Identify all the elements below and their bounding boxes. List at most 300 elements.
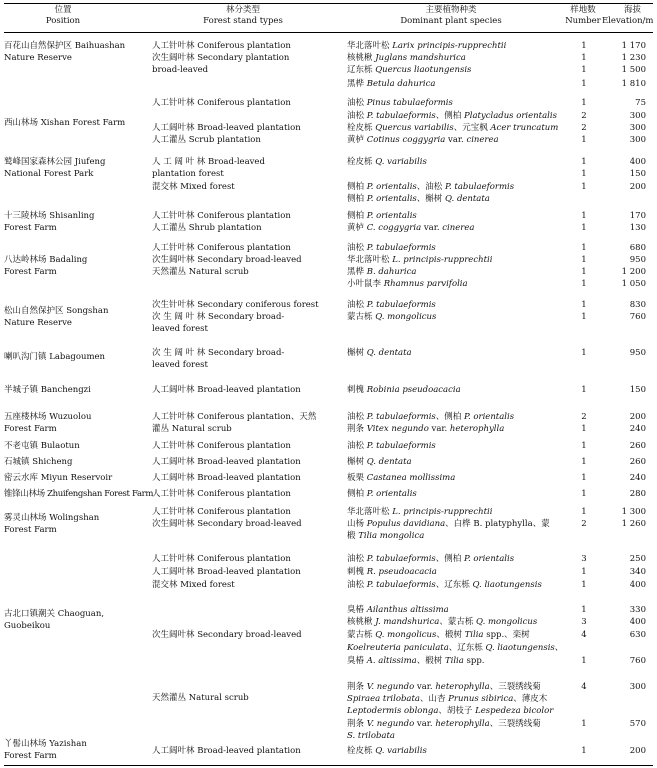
stand-type: 次 生 阔 叶 林 Secondary broad- — [152, 348, 285, 358]
position-line: 西山林场 Xishan Forest Farm — [4, 118, 126, 128]
plot-count: 1 — [581, 182, 587, 192]
position-line: 鹫峰国家森林公园 Jiufeng — [4, 157, 106, 167]
species-line — [347, 719, 541, 730]
plot-count: 2 — [581, 123, 587, 133]
elevation-value: 950 — [629, 255, 646, 265]
species-latin-name: Q. liaotungensis — [485, 643, 555, 653]
species-latin-name: Tilia — [464, 630, 484, 640]
elevation-value: 630 — [629, 630, 646, 640]
stand-type: leaved forest — [152, 324, 208, 334]
species-text: 、椴树 — [436, 630, 465, 640]
elevation-value: 1 260 — [621, 519, 646, 529]
elevation-value: 1 230 — [621, 53, 646, 63]
stand-type: 人工针叶林 Coniferous plantation — [152, 441, 291, 451]
stand-type: 天然灌丛 Natural scrub — [152, 693, 249, 703]
plot-count: 1 — [581, 312, 587, 322]
species-text: 华北落叶松 — [347, 255, 393, 265]
species-latin-name: Pinus tabulaeformis — [366, 98, 453, 108]
elevation-value: 150 — [629, 169, 646, 179]
species-line — [347, 41, 506, 52]
species-latin-name: A. altissima — [366, 656, 417, 666]
species-text: 油松 — [347, 98, 367, 108]
position-line: 雾灵山林场 Wolingshan — [4, 513, 100, 523]
stand-type: 人工针叶林 Coniferous plantation — [152, 243, 291, 253]
species-line — [347, 182, 514, 193]
stand-type: 人工阔叶林 Broad-leaved plantation — [152, 567, 301, 577]
species-line — [347, 731, 395, 742]
species-text: 荆条 — [347, 424, 367, 434]
stand-type: 人工针叶林 Coniferous plantation — [152, 41, 291, 51]
elevation-value: 200 — [629, 412, 646, 422]
position-line: Forest Farm — [4, 223, 57, 233]
plot-count: 1 — [581, 169, 587, 179]
plot-count: 1 — [581, 507, 587, 517]
species-latin-name: S. trilobata — [347, 731, 395, 741]
species-text: 油松 — [347, 554, 367, 564]
species-line — [347, 656, 485, 667]
species-latin-name: P. tabulaeformis — [366, 300, 436, 310]
elevation-value: 400 — [629, 617, 646, 627]
position-line: 八达岭林场 Badaling — [4, 255, 88, 265]
stand-type: 灌丛 Natural scrub — [152, 424, 232, 434]
plot-count: 4 — [581, 630, 587, 640]
species-line — [347, 135, 499, 146]
stand-type: 次 生 阔 叶 林 Secondary broad- — [152, 312, 285, 322]
stand-type: 人工针叶林 Coniferous plantation — [152, 554, 291, 564]
species-text: 油松 — [347, 243, 367, 253]
species-latin-name: Q. dentata — [366, 457, 412, 467]
header-elevation: 海拔 Elevation/m — [602, 5, 654, 26]
bottom-rule — [4, 765, 653, 766]
species-latin-name: R. pseudoacacia — [366, 567, 437, 577]
species-line — [347, 706, 553, 717]
species-line — [347, 473, 455, 484]
species-text: 黄栌 — [347, 135, 367, 145]
elevation-value: 260 — [629, 441, 646, 451]
header-stand-types: 林分类型 Forest stand types — [203, 5, 283, 26]
plot-count: 1 — [581, 580, 587, 590]
plot-count: 1 — [581, 79, 587, 89]
elevation-value: 240 — [629, 473, 646, 483]
elevation-value: 300 — [629, 111, 646, 121]
stand-type: 人工阔叶林 Broad-leaved plantation — [152, 746, 301, 756]
plot-count: 2 — [581, 519, 587, 529]
plot-count: 1 — [581, 98, 587, 108]
elevation-value: 1 300 — [621, 507, 646, 517]
species-latin-name: P. orientalis — [464, 554, 515, 564]
plot-count: 1 — [581, 441, 587, 451]
stand-type: 人工灌丛 Shrub plantation — [152, 223, 262, 233]
species-line — [347, 223, 474, 234]
species-text: 油松 — [347, 412, 367, 422]
species-text: 华北落叶松 — [347, 507, 393, 517]
species-latin-name: Platycladus orientalis — [464, 111, 557, 121]
elevation-value: 330 — [629, 605, 646, 615]
elevation-value: 680 — [629, 243, 646, 253]
species-latin-name: P. orientalis — [366, 211, 417, 221]
elevation-value: 570 — [629, 719, 646, 729]
species-text: 黑桦 — [347, 79, 367, 89]
position-line: Forest Farm — [4, 525, 57, 535]
species-latin-name: V. negundo — [366, 719, 415, 729]
species-text: 核桃楸 — [347, 617, 376, 627]
stand-type: leaved forest — [152, 360, 208, 370]
elevation-value: 130 — [629, 223, 646, 233]
species-text: 臭椿 — [347, 656, 367, 666]
plot-count: 1 — [581, 243, 587, 253]
species-text: 、薄皮木 — [513, 694, 548, 704]
species-text: var. — [414, 719, 436, 729]
stand-type: plantation forest — [152, 169, 224, 179]
header-number: 样地数 Number — [565, 5, 601, 26]
species-latin-name: B. dahurica — [366, 267, 417, 277]
species-latin-name: P. tabulaeformis — [366, 554, 436, 564]
elevation-value: 340 — [629, 567, 646, 577]
header-position: 位置 Position — [45, 5, 81, 26]
plot-count: 1 — [581, 746, 587, 756]
species-text: 板栗 — [347, 473, 367, 483]
elevation-value: 240 — [629, 424, 646, 434]
species-line — [347, 243, 436, 254]
elevation-value: 260 — [629, 457, 646, 467]
species-text: 刺槐 — [347, 385, 367, 395]
elevation-value: 150 — [629, 385, 646, 395]
position-line: Forest Farm — [4, 424, 57, 434]
species-line — [347, 519, 550, 530]
species-latin-name: Leptodermis oblonga — [347, 706, 439, 716]
species-text: spp. — [463, 656, 485, 666]
stand-type: 次生阔叶林 Secondary plantation — [152, 53, 290, 63]
species-text: 侧柏 — [347, 194, 367, 204]
species-line — [347, 98, 453, 109]
plot-count: 1 — [581, 424, 587, 434]
stand-type: 次生针叶林 Secondary coniferous forest — [152, 300, 319, 310]
elevation-value: 300 — [629, 135, 646, 145]
species-line — [347, 630, 530, 641]
elevation-value: 75 — [635, 98, 646, 108]
elevation-value: 170 — [629, 211, 646, 221]
species-latin-name: L. principis-rupprechtii — [392, 507, 493, 517]
species-line — [347, 211, 417, 222]
elevation-value: 1 200 — [621, 267, 646, 277]
species-latin-name: Prunus sibirica — [448, 694, 514, 704]
elevation-value: 830 — [629, 300, 646, 310]
position-line: 古北口镇潮关 Chaoguan, — [4, 609, 105, 619]
species-latin-name: Q. mongolicus — [375, 312, 437, 322]
species-latin-name: Q. dentata — [445, 194, 490, 204]
species-latin-name: Castanea mollissima — [366, 473, 456, 483]
species-latin-name: C. coggygria — [366, 223, 422, 233]
species-text: 油松 — [347, 111, 367, 121]
position-line: 锥锋山林场 Zhuifengshan Forest Farm — [4, 489, 154, 499]
elevation-value: 300 — [629, 682, 646, 692]
species-latin-name: Spiraea trilobata — [347, 694, 420, 704]
stand-type: 人工阔叶林 Broad-leaved plantation — [152, 385, 301, 395]
species-latin-name: P. orientalis — [366, 182, 417, 192]
position-line: Forest Farm — [4, 267, 57, 277]
stand-type: broad-leaved — [152, 65, 209, 75]
species-latin-name: Robinia pseudoacacia — [366, 385, 461, 395]
species-text: 、侧柏 — [435, 412, 464, 422]
species-text: 、侧柏 — [435, 554, 464, 564]
species-latin-name: Q. mongolicus — [476, 617, 538, 627]
species-text: 辽东栎 — [347, 65, 376, 75]
position-line: Forest Farm — [4, 751, 57, 761]
stand-type: 混交林 Mixed forest — [152, 182, 235, 192]
position-line: 喇叭沟门镇 Labagoumen — [4, 352, 106, 362]
species-line — [347, 385, 461, 396]
species-text: 槲树 — [347, 457, 367, 467]
species-latin-name: P. orientalis — [366, 489, 417, 499]
species-text: 、 — [554, 643, 564, 653]
species-latin-name: Acer truncatum — [490, 123, 559, 133]
species-text: 油松 — [347, 580, 367, 590]
stand-type: 人 工 阔 叶 林 Broad-leaved — [152, 157, 265, 167]
species-latin-name: cinerea — [466, 135, 499, 145]
species-latin-name: Q. liaotungensis — [472, 580, 542, 590]
species-text: 、白桦 B. platyphylla、蒙 — [445, 519, 550, 529]
species-latin-name: Juglans mandshurica — [375, 53, 466, 63]
species-latin-name: P. tabulaeformis — [366, 111, 436, 121]
plot-count: 3 — [581, 554, 587, 564]
stand-type: 人工阔叶林 Broad-leaved plantation — [152, 123, 301, 133]
species-text: 核桃楸 — [347, 53, 376, 63]
position-line: Guobeikou — [4, 621, 51, 631]
plot-count: 1 — [581, 605, 587, 615]
species-text: 蒙古栎 — [347, 630, 376, 640]
plot-count: 1 — [581, 279, 587, 289]
plot-count: 1 — [581, 223, 587, 233]
species-latin-name: Tilia — [444, 656, 464, 666]
elevation-value: 250 — [629, 554, 646, 564]
species-text: 、侧柏 — [435, 111, 464, 121]
species-latin-name: V. negundo — [366, 682, 415, 692]
species-latin-name: Koelreuteria paniculata — [347, 643, 449, 653]
stand-type: 人工灌丛 Scrub plantation — [152, 135, 261, 145]
plot-count: 1 — [581, 267, 587, 277]
species-line — [347, 489, 417, 500]
species-text: 、辽东栎 — [435, 580, 473, 590]
elevation-value: 400 — [629, 157, 646, 167]
species-latin-name: Rhamnus parvifolia — [383, 279, 468, 289]
species-text: 、油松 — [416, 182, 445, 192]
plot-count: 1 — [581, 348, 587, 358]
stand-type: 人工针叶林 Coniferous plantation — [152, 211, 291, 221]
species-line — [347, 507, 492, 518]
species-latin-name: P. tabulaeformis — [366, 243, 436, 253]
stand-type: 人工针叶林 Coniferous plantation — [152, 489, 291, 499]
elevation-value: 280 — [629, 489, 646, 499]
stand-type: 次生阔叶林 Secondary broad-leaved — [152, 630, 302, 640]
species-text: 、槲树 — [416, 194, 445, 204]
elevation-value: 300 — [629, 123, 646, 133]
species-latin-name: P. tabulaeformis — [366, 441, 436, 451]
stand-type: 天然灌丛 Natural scrub — [152, 267, 249, 277]
species-line — [347, 267, 416, 278]
species-line — [347, 194, 490, 205]
plot-count: 1 — [581, 41, 587, 51]
position-line: 松山自然保护区 Songshan — [4, 306, 109, 316]
species-line — [347, 457, 412, 468]
species-text: 黄栌 — [347, 223, 367, 233]
species-latin-name: Betula dahurica — [366, 79, 436, 89]
species-latin-name: Q. variabilis — [375, 746, 427, 756]
species-line — [347, 111, 557, 122]
species-text: 、椴树 — [416, 656, 445, 666]
species-text: 椴 — [347, 531, 359, 541]
plot-count: 1 — [581, 255, 587, 265]
species-line — [347, 567, 437, 578]
plot-count: 1 — [581, 65, 587, 75]
species-latin-name: Larix principis-rupprechtii — [392, 41, 507, 51]
stand-type: 人工阔叶林 Broad-leaved plantation — [152, 473, 301, 483]
header-species: 主要植物种类 Dominant plant species — [400, 5, 502, 26]
species-latin-name: Cotinus coggygria — [366, 135, 446, 145]
position-line: 半城子镇 Banchengzi — [4, 385, 91, 395]
species-latin-name: J. mandshurica — [375, 617, 440, 627]
elevation-value: 1 050 — [621, 279, 646, 289]
plot-count: 1 — [581, 656, 587, 666]
species-text: 栓皮栎 — [347, 123, 376, 133]
elevation-value: 950 — [629, 348, 646, 358]
plot-count: 1 — [581, 157, 587, 167]
species-latin-name: Tilia mongolica — [358, 531, 425, 541]
species-text: 栓皮栎 — [347, 157, 376, 167]
position-line: 石城镇 Shicheng — [4, 457, 73, 467]
species-text: 刺槐 — [347, 567, 367, 577]
plot-count: 1 — [581, 385, 587, 395]
position-line: 十三陵林场 Shisanling — [4, 211, 95, 221]
species-text: 臭椿 — [347, 605, 367, 615]
species-latin-name: heterophylla — [435, 719, 490, 729]
species-text: 油松 — [347, 300, 367, 310]
species-text: var. — [421, 223, 443, 233]
species-latin-name: Q. mongolicus — [375, 630, 437, 640]
species-line — [347, 312, 436, 323]
stand-type: 人工针叶林 Coniferous plantation、天然 — [152, 412, 317, 422]
species-latin-name: heterophylla — [449, 424, 505, 434]
plot-count: 1 — [581, 53, 587, 63]
species-latin-name: Lespedeza bicolor — [475, 706, 554, 716]
plot-count: 1 — [581, 300, 587, 310]
plot-count: 4 — [581, 682, 587, 692]
position-line: National Forest Park — [4, 169, 94, 179]
species-text: 侧柏 — [347, 489, 367, 499]
stand-type: 人工针叶林 Coniferous plantation — [152, 98, 291, 108]
species-line — [347, 580, 542, 591]
species-text: 侧柏 — [347, 211, 367, 221]
species-line — [347, 605, 449, 616]
species-text: 山杨 — [347, 519, 367, 529]
species-text: 栓皮栎 — [347, 746, 376, 756]
elevation-value: 400 — [629, 580, 646, 590]
species-line — [347, 412, 514, 423]
species-text: var. — [445, 135, 467, 145]
elevation-value: 200 — [629, 746, 646, 756]
plot-count: 1 — [581, 567, 587, 577]
plot-count: 1 — [581, 211, 587, 221]
species-line — [347, 643, 563, 654]
position-line: 密云水库 Miyun Reservoir — [4, 473, 113, 483]
position-line: 百花山自然保护区 Baihuashan — [4, 41, 126, 51]
species-text: 槲树 — [347, 348, 367, 358]
species-line — [347, 746, 427, 757]
species-latin-name: cinerea — [442, 223, 475, 233]
plot-count: 2 — [581, 111, 587, 121]
species-latin-name: P. tabulaeformis — [445, 182, 515, 192]
species-latin-name: P. orientalis — [366, 194, 417, 204]
species-text: 、三裂绣线菊 — [489, 682, 541, 692]
species-text: 蒙古栎 — [347, 312, 376, 322]
species-text: 油松 — [347, 441, 367, 451]
species-text: 、元宝枫 — [453, 123, 491, 133]
species-latin-name: P. orientalis — [464, 412, 515, 422]
species-text: 荆条 — [347, 719, 367, 729]
elevation-value: 760 — [629, 656, 646, 666]
position-line: Nature Reserve — [4, 318, 72, 328]
plot-count: 3 — [581, 617, 587, 627]
species-line — [347, 65, 471, 76]
species-latin-name: Quercus variabilis — [375, 123, 454, 133]
species-latin-name: P. tabulaeformis — [366, 580, 436, 590]
elevation-value: 760 — [629, 312, 646, 322]
stand-type: 次生阔叶林 Secondary broad-leaved — [152, 519, 302, 529]
species-text: 、三裂绣线菊 — [489, 719, 541, 729]
top-rule — [4, 3, 653, 4]
elevation-value: 1 810 — [621, 79, 646, 89]
species-text: spp.、栾树 — [483, 630, 530, 640]
elevation-value: 200 — [629, 182, 646, 192]
species-text: 、蒙古栎 — [439, 617, 477, 627]
elevation-value: 1 500 — [621, 65, 646, 75]
species-latin-name: L. principis-rupprechtii — [392, 255, 493, 265]
species-line — [347, 79, 435, 90]
species-latin-name: Q. variabilis — [375, 157, 427, 167]
species-latin-name: P. tabulaeformis — [366, 412, 436, 422]
plot-count: 1 — [581, 489, 587, 499]
species-text: var. — [428, 424, 450, 434]
species-line — [347, 53, 466, 64]
species-line — [347, 694, 547, 705]
elevation-value: 1 170 — [621, 41, 646, 51]
species-line — [347, 531, 424, 542]
species-line — [347, 300, 436, 311]
position-line: 丫髻山林场 Yazishan — [4, 739, 87, 749]
species-line — [347, 424, 504, 435]
species-line — [347, 441, 436, 452]
species-line — [347, 554, 514, 565]
species-latin-name: Vitex negundo — [366, 424, 429, 434]
species-text: 侧柏 — [347, 182, 367, 192]
stand-type: 次生阔叶林 Secondary broad-leaved — [152, 255, 302, 265]
species-line — [347, 617, 537, 628]
stand-type: 人工阔叶林 Broad-leaved plantation — [152, 457, 301, 467]
position-line: 五座楼林场 Wuzuolou — [4, 412, 92, 422]
species-latin-name: Populus davidiana — [366, 519, 446, 529]
species-latin-name: heterophylla — [435, 682, 490, 692]
plot-count: 1 — [581, 719, 587, 729]
species-line — [347, 123, 558, 134]
species-text: 、胡枝子 — [438, 706, 476, 716]
species-text: 黑桦 — [347, 267, 367, 277]
species-text: 荆条 — [347, 682, 367, 692]
species-text: 、山杏 — [419, 694, 449, 704]
species-latin-name: Q. dentata — [366, 348, 412, 358]
species-latin-name: Ailanthus altissima — [366, 605, 449, 615]
species-latin-name: Quercus liaotungensis — [375, 65, 472, 75]
species-text: var. — [414, 682, 436, 692]
stand-type: 混交林 Mixed forest — [152, 580, 235, 590]
